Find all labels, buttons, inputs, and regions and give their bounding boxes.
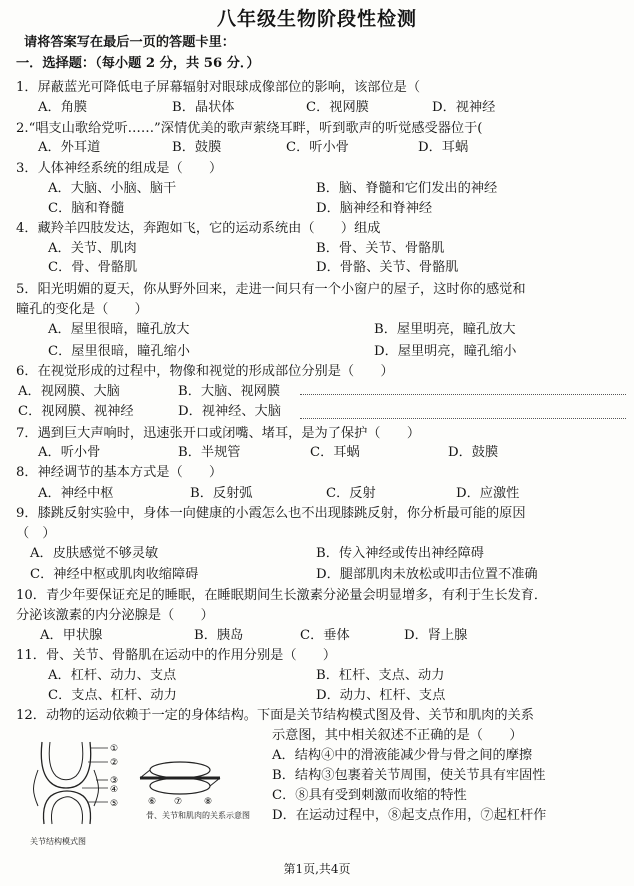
label-8: ⑧	[204, 797, 213, 807]
question-5-stem-cont: 瞳孔的变化是（ ）	[16, 302, 148, 317]
q8-option-d: D．应激性	[456, 486, 520, 501]
q1-option-c: C．视网膜	[306, 100, 369, 115]
q7-option-a: A．听小骨	[38, 445, 101, 460]
page-title: 八年级生物阶段性检测	[216, 8, 417, 30]
q9-option-c: C．神经中枢或肌肉收缩障碍	[30, 567, 199, 582]
q9-option-d: D．腿部肌肉未放松或叩击位置不准确	[316, 567, 538, 582]
label-5: ⑤	[110, 799, 119, 809]
q2-option-b: B．鼓膜	[172, 140, 222, 155]
q12-option-d: D．在运动过程中，⑧起支点作用，⑦起杠杆作	[272, 808, 547, 823]
q12-option-b: B．结构③包裹着关节周围，使关节具有牢固性	[272, 768, 546, 783]
question-12-stem: 12．动物的运动依赖于一定的身体结构。下面是关节结构模式图及骨、关节和肌肉的关系	[16, 708, 534, 723]
question-5-stem: 5．阳光明媚的夏天，你从野外回来，走进一间只有一个小窗户的屋子，这时你的感觉和	[16, 282, 526, 297]
q11-option-d: D．动力、杠杆、支点	[316, 688, 446, 703]
question-11-stem: 11．骨、关节、骨骼肌在运动中的作用分别是（ ）	[16, 648, 337, 663]
q10-option-a: A．甲状腺	[40, 628, 103, 643]
q5-option-a: A．屋里很暗，瞳孔放大	[48, 322, 190, 337]
q1-option-b: B．晶状体	[172, 100, 235, 115]
q3-option-d: D．脑神经和脊神经	[316, 201, 433, 216]
figure-caption-joint: 关节结构模式图	[30, 837, 86, 846]
q11-option-a: A．杠杆、动力、支点	[48, 668, 177, 683]
q1-option-a: A．角膜	[38, 100, 88, 115]
question-7-stem: 7．遇到巨大声响时，迅速张开口或闭嘴、堵耳，是为了保护（ ）	[16, 426, 421, 441]
q5-option-c: C．屋里很暗，瞳孔缩小	[48, 344, 190, 359]
q9-option-a: A．皮肤感觉不够灵敏	[30, 546, 159, 561]
q4-option-b: B．骨、关节、骨骼肌	[316, 241, 445, 256]
q4-option-d: D．骨骼、关节、骨骼肌	[316, 260, 459, 275]
figure-caption-relation: 骨、关节和肌肉的关系示意图	[146, 811, 250, 820]
section-heading: 一．选择题：（每小题 2 分，共 56 分．）	[16, 56, 260, 71]
label-1: ①	[110, 744, 119, 754]
question-9-stem: 9．膝跳反射实验中，身体一向健康的小霞怎么也不出现膝跳反射，你分析最可能的原因	[16, 506, 526, 521]
q10-option-c: C．垂体	[300, 628, 350, 643]
question-9-stem-cont: （ ）	[16, 526, 56, 541]
question-1-stem: 1．屏蔽蓝光可降低电子屏幕辐射对眼球成像部位的影响，该部位是（	[16, 80, 421, 95]
q7-option-c: C．耳蜗	[310, 445, 360, 460]
question-10-stem-cont: 分泌该激素的内分泌腺是（ ）	[16, 608, 214, 623]
q7-option-b: B．半规管	[178, 445, 241, 460]
q4-option-c: C．骨、骨骼肌	[48, 260, 138, 275]
q3-option-c: C．脑和脊髓	[48, 201, 125, 216]
q10-option-b: B．胰岛	[194, 628, 244, 643]
q10-option-d: D．肾上腺	[404, 628, 468, 643]
scribble-mark	[300, 418, 626, 419]
q6-option-d: D．视神经、大脑	[178, 404, 281, 419]
label-2: ②	[110, 758, 119, 768]
q9-option-b: B．传入神经或传出神经障碍	[316, 546, 484, 561]
question-10-stem: 10．青少年要保证充足的睡眠，在睡眠期间生长激素分泌量会明显增多，有利于生长发育．	[16, 588, 548, 603]
label-7: ⑦	[174, 797, 183, 807]
page-footer: 第1页,共4页	[283, 862, 351, 876]
q2-option-c: C．听小骨	[286, 140, 349, 155]
q6-option-a: A．视网膜、大脑	[18, 384, 120, 399]
label-4: ④	[110, 785, 119, 795]
instruction: 请将答案写在最后一页的答题卡里：	[24, 35, 235, 50]
q1-option-d: D．视神经	[432, 100, 496, 115]
q7-option-d: D．鼓膜	[448, 445, 499, 460]
label-6: ⑥	[148, 797, 157, 807]
q12-option-c: C．⑧具有受到刺激而收缩的特性	[272, 788, 467, 803]
q3-option-b: B．脑、脊髓和它们发出的神经	[316, 181, 498, 196]
question-3-stem: 3．人体神经系统的组成是（ ）	[16, 161, 223, 176]
q8-option-c: C．反射	[326, 486, 376, 501]
question-2-stem: 2.“唱支山歌给党听……”深情优美的歌声萦绕耳畔，听到歌声的听觉感受器位于(	[16, 121, 483, 136]
joint-figure	[28, 740, 258, 850]
question-12-stem-cont: 示意图，其中相关叙述不正确的是（ ）	[272, 728, 523, 743]
question-8-stem: 8．神经调节的基本方式是（ ）	[16, 465, 223, 480]
q6-option-c: C．视网膜、视神经	[18, 404, 134, 419]
q8-option-a: A．神经中枢	[38, 486, 114, 501]
q8-option-b: B．反射弧	[190, 486, 253, 501]
q4-option-a: A．关节、肌肉	[48, 241, 137, 256]
q11-option-c: C．支点、杠杆、动力	[48, 688, 177, 703]
label-3: ③	[110, 776, 119, 786]
q2-option-a: A．外耳道	[38, 140, 101, 155]
question-4-stem: 4．藏羚羊四肢发达，奔跑如飞，它的运动系统由（ ）组成	[16, 221, 381, 236]
q2-option-d: D．耳蜗	[418, 140, 469, 155]
q11-option-b: B．杠杆、支点、动力	[316, 668, 445, 683]
q5-option-b: B．屋里明亮，瞳孔放大	[374, 322, 516, 337]
question-6-stem: 6．在视觉形成的过程中，物像和视觉的形成部位分别是（ ）	[16, 364, 394, 379]
q3-option-a: A．大脑、小脑、脑干	[48, 181, 177, 196]
q6-option-b: B．大脑、视网膜	[178, 384, 281, 399]
joint-structure-diagram	[28, 740, 258, 850]
scribble-mark	[300, 394, 626, 395]
q12-option-a: A．结构④中的滑液能减少骨与骨之间的摩擦	[272, 748, 533, 763]
q5-option-d: D．屋里明亮，瞳孔缩小	[374, 344, 517, 359]
